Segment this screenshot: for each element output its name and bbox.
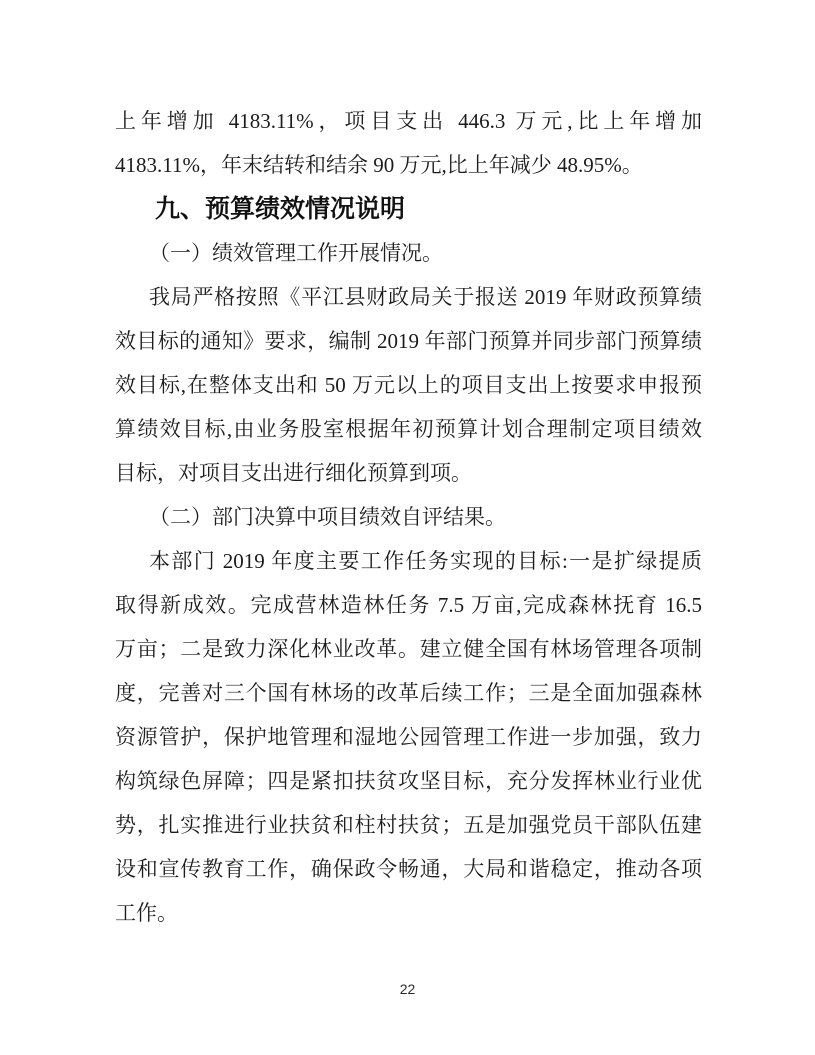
subsection-heading: （二）部门决算中项目绩效自评结果。 (149, 505, 506, 529)
text-line: 4183.11%，年末结转和结余 90 万元,比上年减少 48.95%。 (115, 153, 643, 177)
text-line: 算绩效目标,由业务股室根据年初预算计划合理制定项目绩效 (115, 417, 702, 441)
section-heading: 九、预算绩效情况说明 (155, 195, 406, 223)
text-line: 上年增加 4183.11%，项目支出 446.3 万元,比上年增加 (115, 109, 702, 133)
page-number: 22 (399, 981, 416, 997)
text-line: 度，完善对三个国有林场的改革后续工作；三是全面加强森林 (115, 681, 702, 705)
text-line: 构筑绿色屏障；四是紧扣扶贫攻坚目标，充分发挥林业行业优 (115, 769, 702, 793)
text-line: 效目标,在整体支出和 50 万元以上的项目支出上按要求申报预 (115, 373, 702, 397)
text-line: 万亩；二是致力深化林业改革。建立健全国有林场管理各项制 (115, 637, 702, 661)
text-line: 本部门 2019 年度主要工作任务实现的目标:一是扩绿提质 (149, 549, 702, 573)
subsection-heading: （一）绩效管理工作开展情况。 (149, 241, 443, 265)
text-line: 资源管护，保护地管理和湿地公园管理工作进一步加强，致力 (115, 725, 702, 749)
text-column (115, 99, 702, 935)
text-line: 我局严格按照《平江县财政局关于报送 2019 年财政预算绩 (149, 285, 702, 309)
text-line: 势，扎实推进行业扶贫和柱村扶贫；五是加强党员干部队伍建 (115, 813, 702, 837)
text-line: 效目标的通知》要求，编制 2019 年部门预算并同步部门预算绩 (115, 329, 702, 353)
text-line: 取得新成效。完成营林造林任务 7.5 万亩,完成森林抚育 16.5 (115, 593, 702, 617)
text-line: 目标，对项目支出进行细化预算到项。 (115, 461, 472, 485)
text-line: 设和宣传教育工作，确保政令畅通，大局和谐稳定，推动各项 (115, 857, 702, 881)
text-line: 工作。 (115, 901, 178, 925)
